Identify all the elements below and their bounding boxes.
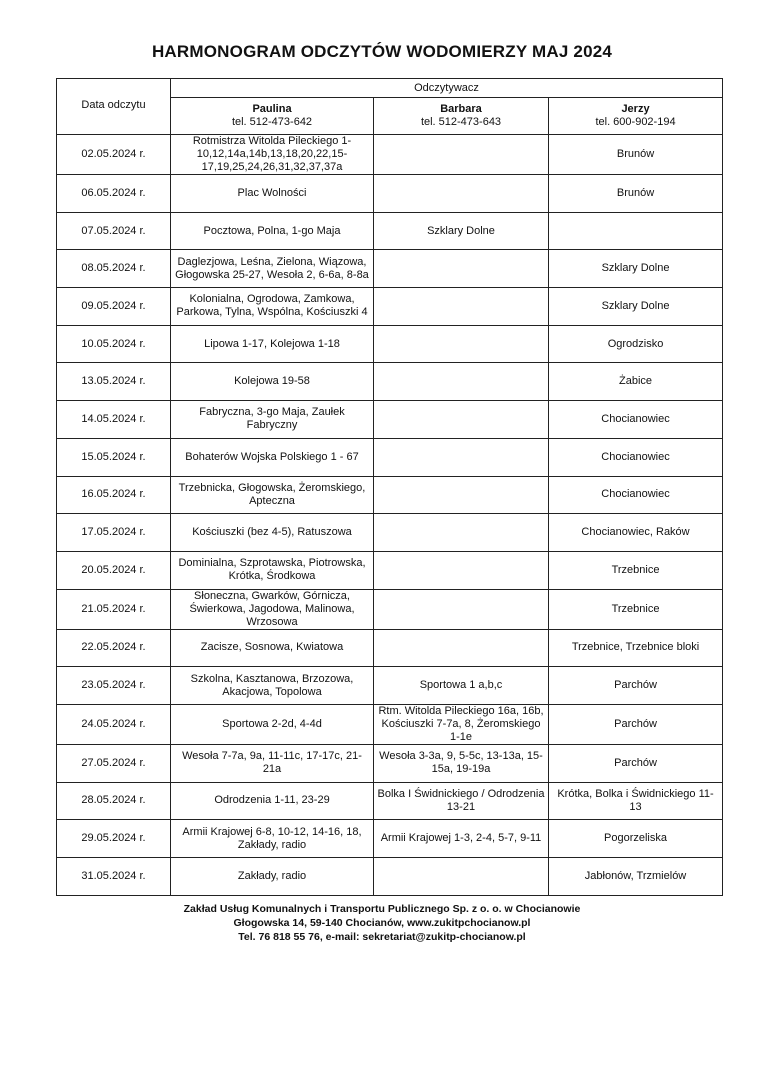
table-row — [57, 363, 723, 401]
paulina-cell: Odrodzenia 1-11, 23-29 — [171, 782, 374, 820]
date-cell: 22.05.2024 r. — [57, 629, 171, 667]
paulina-cell: Plac Wolności — [171, 175, 374, 213]
table-row — [57, 288, 723, 326]
paulina-cell: Zakłady, radio — [171, 858, 374, 896]
date-column-header: Data odczytu — [57, 79, 171, 135]
reader-header-barbara — [374, 98, 549, 135]
date-cell: 07.05.2024 r. — [57, 212, 171, 250]
jerzy-cell: Trzebnice — [549, 589, 723, 629]
date-cell: 28.05.2024 r. — [57, 782, 171, 820]
schedule-table — [56, 78, 723, 896]
jerzy-cell: Krótka, Bolka i Świdnickiego 11-13 — [549, 782, 723, 820]
date-cell: 02.05.2024 r. — [57, 135, 171, 175]
barbara-cell: Wesoła 3-3a, 9, 5-5c, 13-13a, 15-15a, 19-19a — [374, 744, 549, 782]
jerzy-cell: Ogrodzisko — [549, 325, 723, 363]
jerzy-cell: Trzebnice, Trzebnice bloki — [549, 629, 723, 667]
jerzy-cell: Pogorzeliska — [549, 820, 723, 858]
table-row — [57, 629, 723, 667]
page-title: HARMONOGRAM ODCZYTÓW WODOMIERZY MAJ 2024 — [151, 42, 613, 61]
table-row — [57, 782, 723, 820]
reader-name: Paulina — [252, 103, 292, 115]
barbara-cell — [374, 175, 549, 213]
paulina-cell: Kościuszki (bez 4-5), Ratuszowa — [171, 514, 374, 552]
paulina-cell: Rotmistrza Witolda Pileckiego 1-10,12,14a,14b,13,18,20,22,15-17,19,25,24,26,31,32,37,37a — [171, 135, 374, 175]
reader-phone: tel. 512-473-643 — [420, 116, 502, 128]
table-row — [57, 820, 723, 858]
barbara-cell — [374, 288, 549, 326]
table-row — [57, 667, 723, 705]
table-row — [57, 476, 723, 514]
paulina-cell: Kolonialna, Ogrodowa, Zamkowa, Parkowa, Tylna, Wspólna, Kościuszki 4 — [171, 288, 374, 326]
date-cell: 27.05.2024 r. — [57, 744, 171, 782]
jerzy-cell: Jabłonów, Trzmielów — [549, 858, 723, 896]
table-row — [57, 858, 723, 896]
table-row — [57, 438, 723, 476]
table-row — [57, 250, 723, 288]
barbara-cell: Armii Krajowej 1-3, 2-4, 5-7, 9-11 — [374, 820, 549, 858]
barbara-cell — [374, 438, 549, 476]
jerzy-cell: Szklary Dolne — [549, 288, 723, 326]
jerzy-cell — [549, 212, 723, 250]
barbara-cell — [374, 250, 549, 288]
jerzy-cell: Parchów — [549, 744, 723, 782]
date-cell: 16.05.2024 r. — [57, 476, 171, 514]
paulina-cell: Dominialna, Szprotawska, Piotrowska, Krótka, Środkowa — [171, 551, 374, 589]
jerzy-cell: Parchów — [549, 704, 723, 744]
barbara-cell — [374, 476, 549, 514]
date-cell: 29.05.2024 r. — [57, 820, 171, 858]
table-row — [57, 589, 723, 629]
barbara-cell — [374, 363, 549, 401]
date-cell: 14.05.2024 r. — [57, 401, 171, 439]
date-cell: 13.05.2024 r. — [57, 363, 171, 401]
barbara-cell: Bolka I Świdnickiego / Odrodzenia 13-21 — [374, 782, 549, 820]
date-cell: 15.05.2024 r. — [57, 438, 171, 476]
paulina-cell: Wesoła 7-7a, 9a, 11-11c, 17-17c, 21-21a — [171, 744, 374, 782]
barbara-cell — [374, 514, 549, 552]
table-row — [57, 401, 723, 439]
barbara-cell — [374, 401, 549, 439]
reader-header-jerzy — [549, 98, 723, 135]
barbara-cell — [374, 325, 549, 363]
barbara-cell: Rtm. Witolda Pileckiego 16a, 16b, Kościuszki 7-7a, 8, Żeromskiego 1-1e — [374, 704, 549, 744]
jerzy-cell: Żabice — [549, 363, 723, 401]
paulina-cell: Trzebnicka, Głogowska, Żeromskiego, Apteczna — [171, 476, 374, 514]
date-cell: 06.05.2024 r. — [57, 175, 171, 213]
jerzy-cell: Trzebnice — [549, 551, 723, 589]
footer-contact: Tel. 76 818 55 76, e-mail: sekretariat@zukitp-chocianow.pl — [238, 931, 526, 943]
reader-group-header: Odczytywacz — [171, 79, 723, 98]
table-row — [57, 212, 723, 250]
table-row — [57, 704, 723, 744]
schedule-rows — [57, 135, 723, 896]
paulina-cell: Szkolna, Kasztanowa, Brzozowa, Akacjowa, Topolowa — [171, 667, 374, 705]
date-cell: 10.05.2024 r. — [57, 325, 171, 363]
reader-name: Jerzy — [621, 103, 650, 115]
paulina-cell: Fabryczna, 3-go Maja, Zaułek Fabryczny — [171, 401, 374, 439]
jerzy-cell: Chocianowiec — [549, 438, 723, 476]
reader-name: Barbara — [440, 103, 482, 115]
footer — [0, 902, 764, 944]
date-cell: 17.05.2024 r. — [57, 514, 171, 552]
barbara-cell — [374, 858, 549, 896]
jerzy-cell: Chocianowiec, Raków — [549, 514, 723, 552]
date-cell: 09.05.2024 r. — [57, 288, 171, 326]
jerzy-cell: Parchów — [549, 667, 723, 705]
jerzy-cell: Chocianowiec — [549, 401, 723, 439]
date-cell: 20.05.2024 r. — [57, 551, 171, 589]
barbara-cell — [374, 589, 549, 629]
barbara-cell: Szklary Dolne — [374, 212, 549, 250]
reader-phone: tel. 512-473-642 — [231, 116, 313, 128]
paulina-cell: Pocztowa, Polna, 1-go Maja — [171, 212, 374, 250]
barbara-cell: Sportowa 1 a,b,c — [374, 667, 549, 705]
paulina-cell: Słoneczna, Gwarków, Górnicza, Świerkowa, Jagodowa, Malinowa, Wrzosowa — [171, 589, 374, 629]
paulina-cell: Kolejowa 19-58 — [171, 363, 374, 401]
footer-address: Głogowska 14, 59-140 Chocianów, www.zukitpchocianow.pl — [233, 917, 531, 929]
jerzy-cell: Szklary Dolne — [549, 250, 723, 288]
jerzy-cell: Brunów — [549, 135, 723, 175]
paulina-cell: Lipowa 1-17, Kolejowa 1-18 — [171, 325, 374, 363]
date-cell: 23.05.2024 r. — [57, 667, 171, 705]
reader-phone: tel. 600-902-194 — [595, 116, 676, 128]
table-row — [57, 514, 723, 552]
barbara-cell — [374, 135, 549, 175]
jerzy-cell: Chocianowiec — [549, 476, 723, 514]
table-row — [57, 551, 723, 589]
table-row — [57, 175, 723, 213]
table-row — [57, 744, 723, 782]
barbara-cell — [374, 629, 549, 667]
date-cell: 24.05.2024 r. — [57, 704, 171, 744]
date-cell: 21.05.2024 r. — [57, 589, 171, 629]
paulina-cell: Bohaterów Wojska Polskiego 1 - 67 — [171, 438, 374, 476]
reader-header-paulina — [171, 98, 374, 135]
table-row — [57, 135, 723, 175]
jerzy-cell: Brunów — [549, 175, 723, 213]
date-cell: 31.05.2024 r. — [57, 858, 171, 896]
footer-company: Zakład Usług Komunalnych i Transportu Publicznego Sp. z o. o. w Chocianowie — [183, 903, 581, 915]
table-row — [57, 325, 723, 363]
paulina-cell: Armii Krajowej 6-8, 10-12, 14-16, 18, Zakłady, radio — [171, 820, 374, 858]
date-cell: 08.05.2024 r. — [57, 250, 171, 288]
paulina-cell: Sportowa 2-2d, 4-4d — [171, 704, 374, 744]
paulina-cell: Daglezjowa, Leśna, Zielona, Wiązowa, Głogowska 25-27, Wesoła 2, 6-6a, 8-8a — [171, 250, 374, 288]
paulina-cell: Zacisze, Sosnowa, Kwiatowa — [171, 629, 374, 667]
barbara-cell — [374, 551, 549, 589]
